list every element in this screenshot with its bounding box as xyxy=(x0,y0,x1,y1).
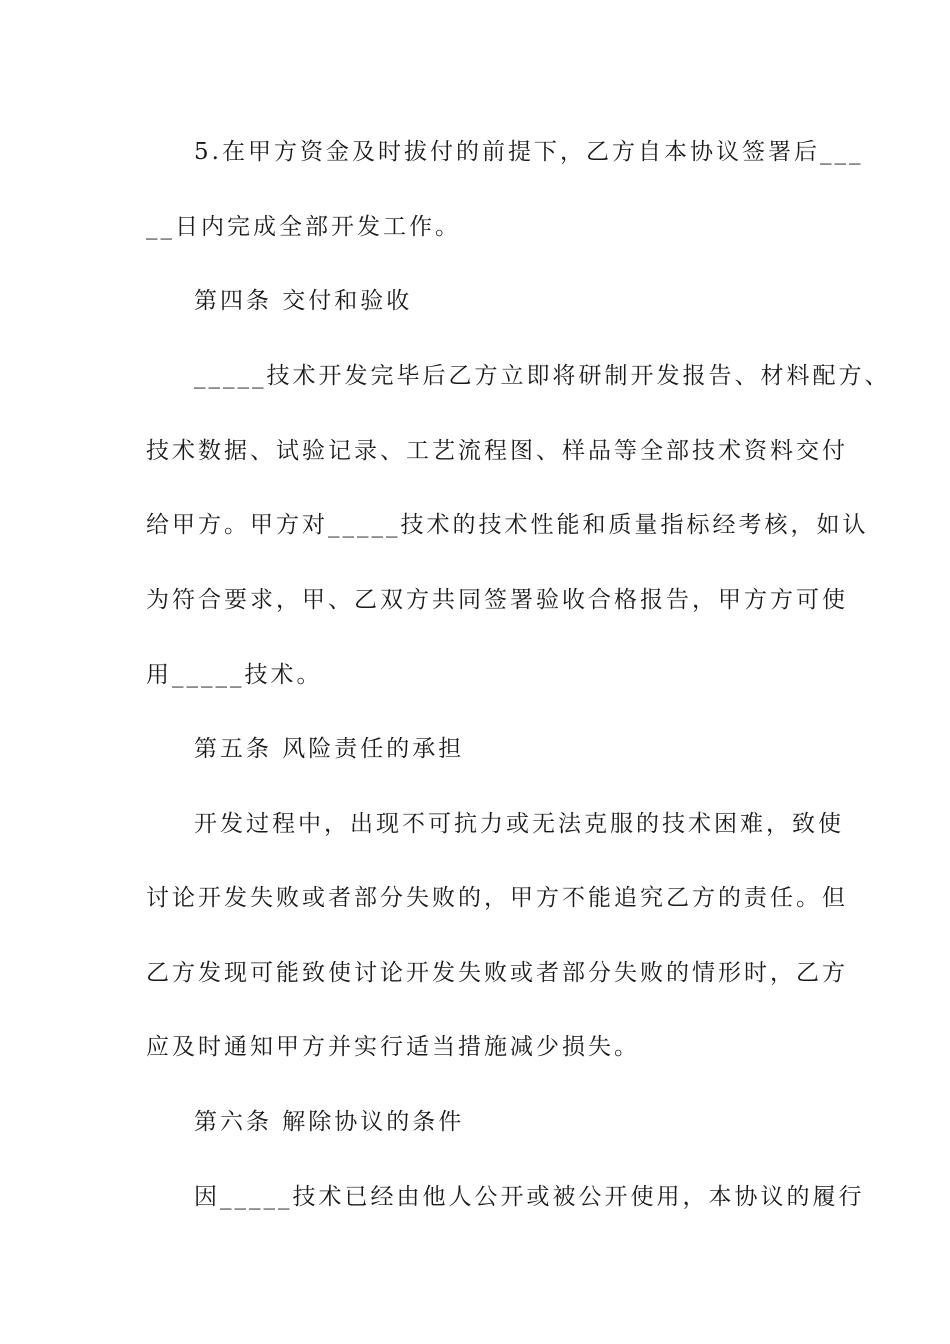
article-6-body-line-1: 因_____技术已经由他人公开或被公开使用，本协议的履行 xyxy=(194,1184,865,1210)
article-4-body-line-5: 用_____技术。 xyxy=(146,662,323,688)
article-5-body-line-4: 应及时通知甲方并实行适当措施减少损失。 xyxy=(146,1034,640,1060)
article-5-body-line-1: 开发过程中，出现不可抗力或无法克服的技术困难，致使 xyxy=(194,811,844,837)
article-4-body-line-4: 为符合要求，甲、乙双方共同签署验收合格报告，甲方方可使 xyxy=(146,587,848,613)
article-4-body-line-2: 技术数据、试验记录、工艺流程图、样品等全部技术资料交付 xyxy=(146,438,848,464)
article-5-heading: 第五条 风险责任的承担 xyxy=(194,736,465,762)
article-6-heading: 第六条 解除协议的条件 xyxy=(194,1109,465,1135)
clause-3-item-5-line-2: __日内完成全部开发工作。 xyxy=(146,214,461,240)
article-4-heading: 第四条 交付和验收 xyxy=(194,288,413,314)
article-4-body-line-1: _____技术开发完毕后乙方立即将研制开发报告、材料配方、 xyxy=(194,363,891,389)
article-5-body-line-2: 讨论开发失败或者部分失败的，甲方不能追究乙方的责任。但 xyxy=(146,885,848,911)
article-5-body-line-3: 乙方发现可能致使讨论开发失败或者部分失败的情形时，乙方 xyxy=(146,960,848,986)
clause-3-item-5-line-1: 5.在甲方资金及时拔付的前提下，乙方自本协议签署后___ xyxy=(194,139,864,165)
article-4-body-line-3: 给甲方。甲方对_____技术的技术性能和质量指标经考核，如认 xyxy=(146,512,869,538)
